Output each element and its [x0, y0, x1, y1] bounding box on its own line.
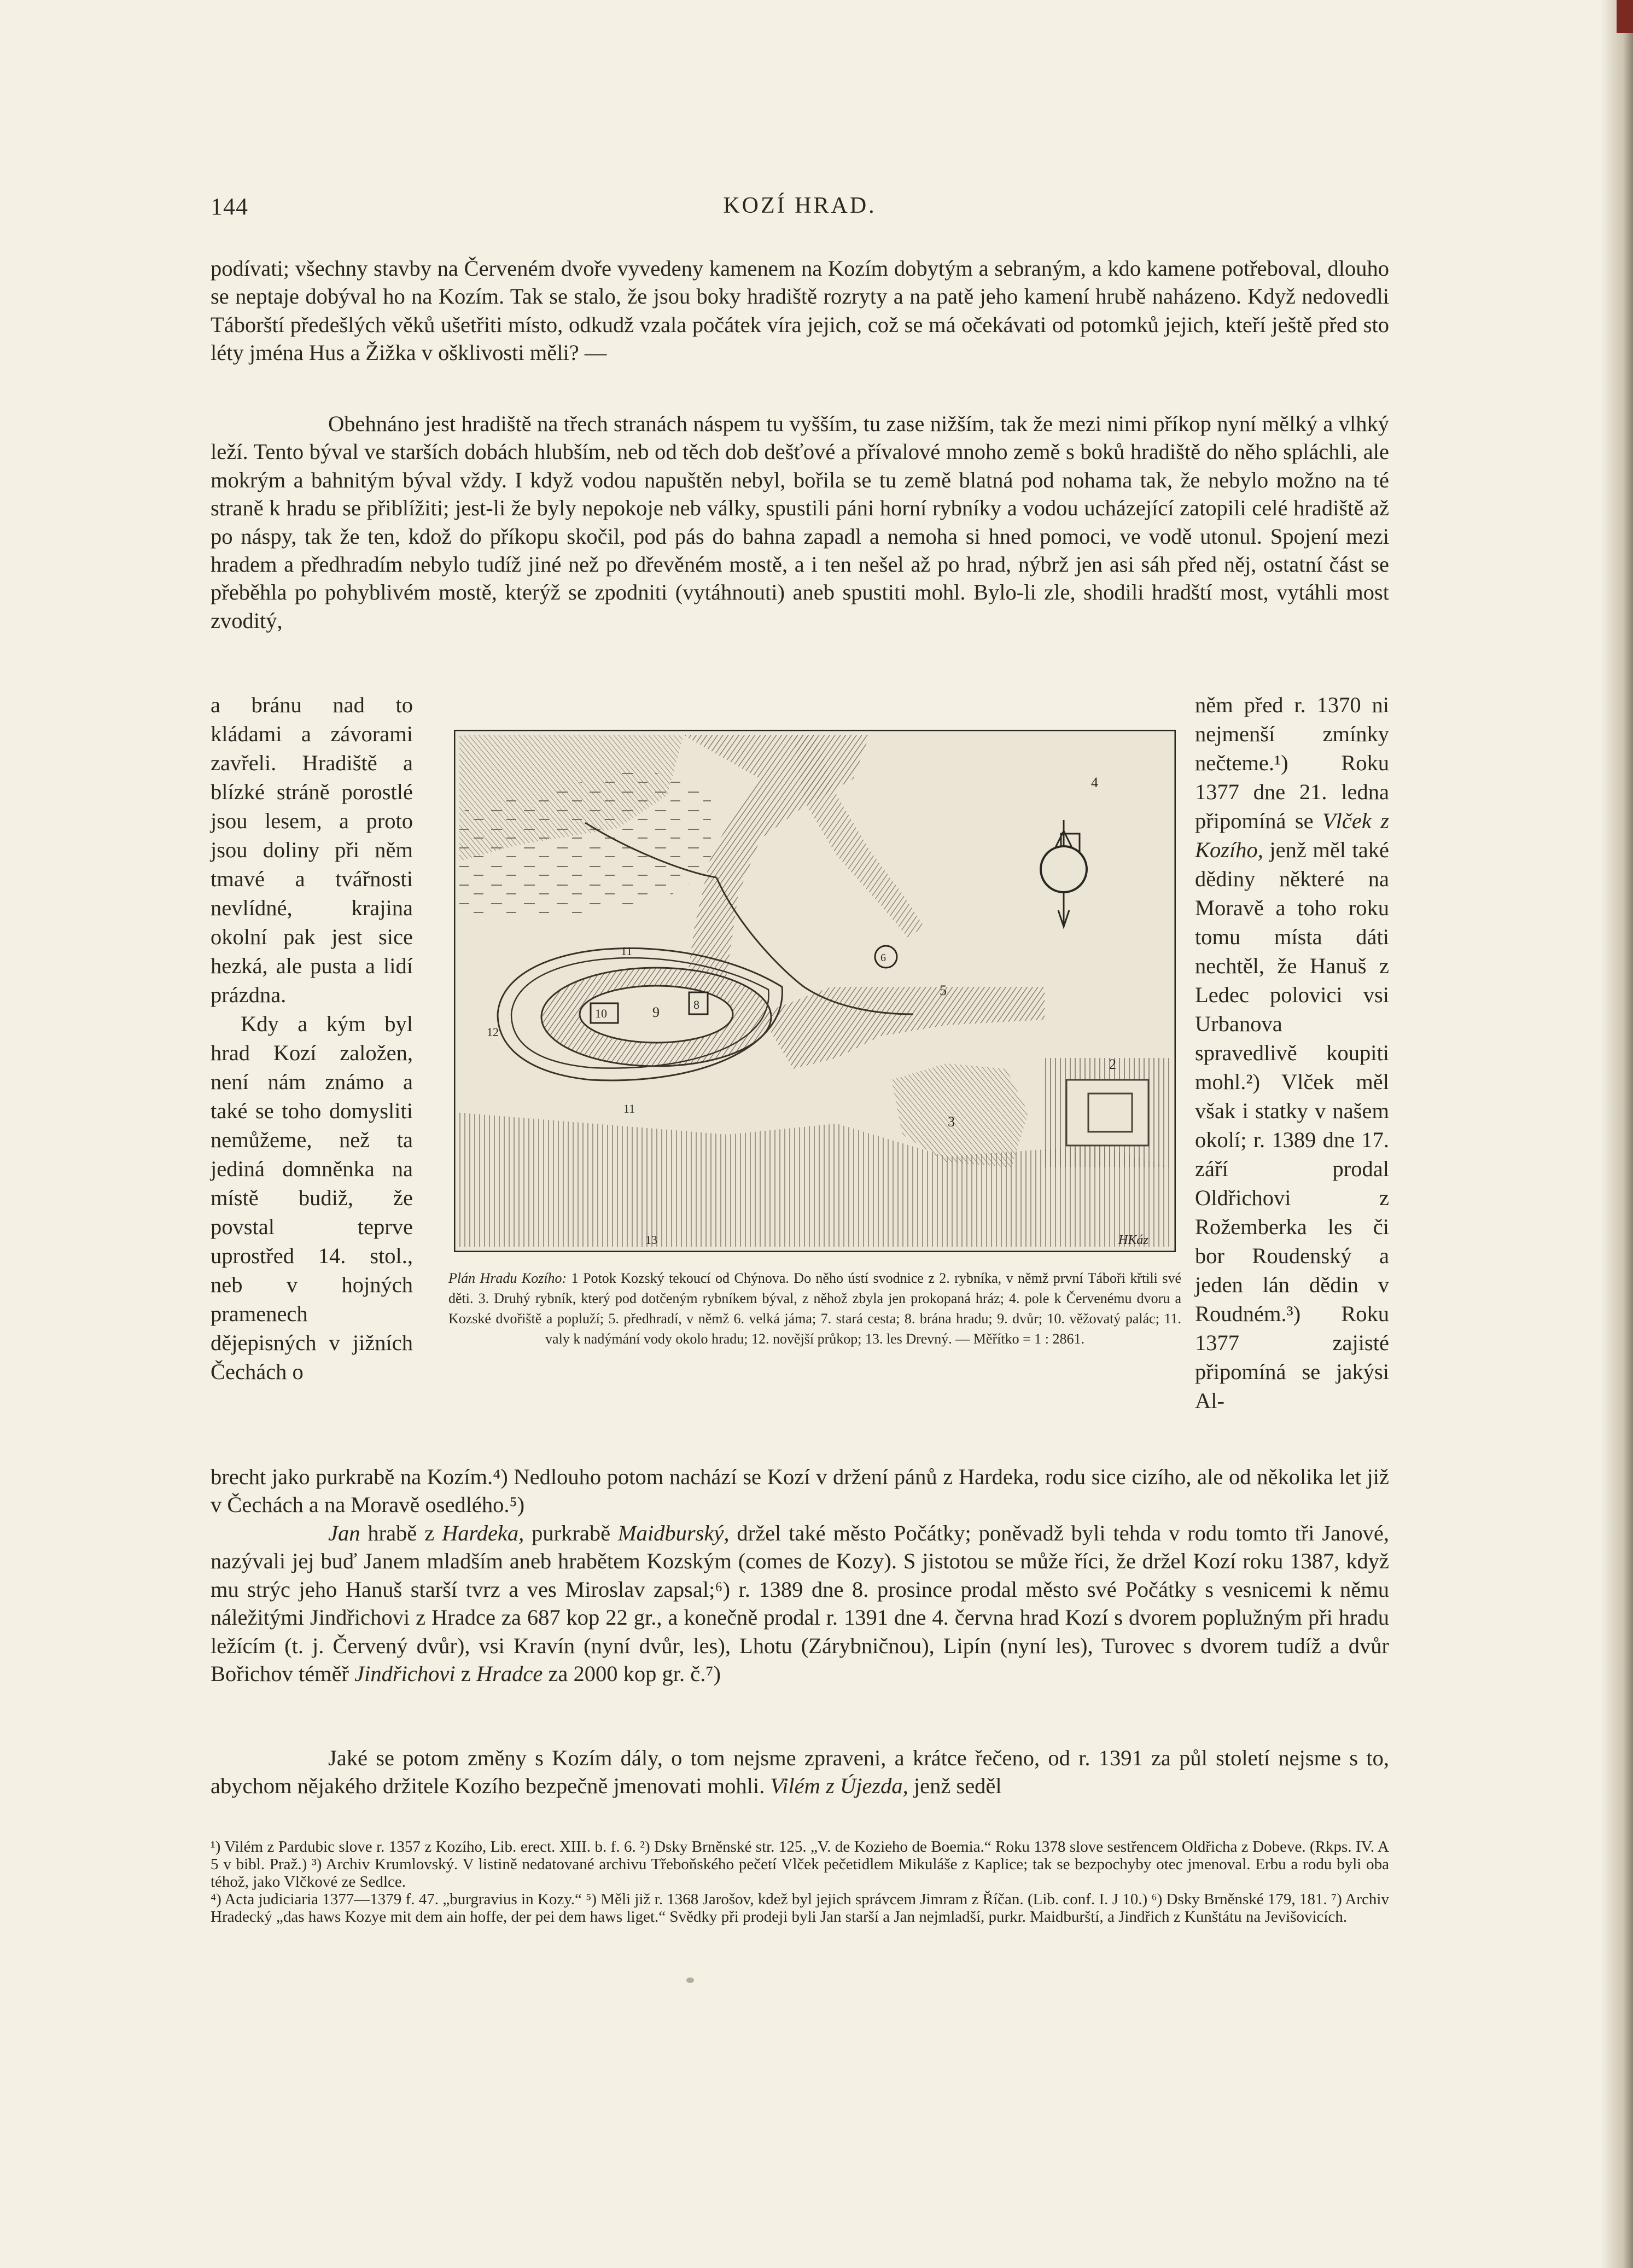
plan-label-11a: 11: [621, 944, 633, 958]
right-column-text-b: jenž měl také dědiny některé na Moravě a toho roku tomu místa dáti nechtěl, že Hanuš z Ledec polovici vsi Urbanova spravedlivě koupiti mohl.²) Vlček měl však i statky v našem okolí; r. 1389 dne 17. září prodal Oldřichovi z Rožemberka les či bor Roudenský a jeden lán dědin v Roudném.³) Roku 1377 zajisté připomíná se jakýsi Al-: [1195, 838, 1389, 1413]
plan-label-12: 12: [487, 1025, 499, 1039]
person-name-jan: Jan: [328, 1521, 360, 1545]
figure-caption: [448, 1268, 1181, 1349]
page-number: 144: [211, 193, 248, 220]
right-column-text-a: něm před r. 1370 ni nejmenší zmínky nečteme.¹) Roku 1377 dne 21. ledna připomíná se: [1195, 693, 1389, 833]
plan-label-8: 8: [693, 998, 699, 1011]
paragraph-4-text-4: z: [455, 1661, 476, 1687]
person-name-vlcek: Vlček z Kozího,: [1195, 809, 1389, 862]
castle-plan-figure: [454, 730, 1176, 1252]
paragraph-4-text-5: za 2000 kop gr. č.⁷): [543, 1661, 721, 1687]
footnote-block-2: ⁴) Acta judiciaria 1377—1379 f. 47. „burgravius in Kozy.“ ⁵) Měli již r. 1368 Jarošov, kdež byl jejich správcem Jimram z Říčan. (Lib. conf. I. J 10.) ⁶) Dsky Brněnské 179, 181. ⁷) Archiv Hradecký „das haws Kozye mit dem ain hoffe, der pei dem haws liget.“ Svědky při prodeji byli Jan starší a Jan nejmladší, purkr. Maidburští, a Jindřich z Kunštátu na Jevišovicích.: [211, 1891, 1389, 1926]
plan-label-5: 5: [940, 982, 947, 998]
left-column-paragraph-b: Kdy a kým byl hrad Kozí založen, není nám známo a také se toho domysliti nemůžeme, než ta jediná domněnka na místě budiž, že povstal teprve uprostřed 14. stol., neb v hojných pramenech dějepisných v jižních Čechách o: [211, 1011, 413, 1384]
plan-label-10: 10: [595, 1007, 607, 1020]
plan-label-2: 2: [1109, 1056, 1116, 1072]
paragraph-1: podívati; všechny stavby na Červeném dvoře vyvedeny kamenem na Kozím dobytým a sebraným, a kdo kamene potřeboval, dlouho se neptaje dobýval ho na Kozím. Tak se stalo, že jsou boky hradiště rozryty a na patě jeho kamení hrubě naházeno. Když nedovedli Táborští předešlých věků ušetřiti místo, odkudž vzala počátek víra jejich, což se má očekávati od potomků jejich, kteří ještě před sto léty jména Hus a Žižka v ošklivosti měli? —: [211, 256, 1389, 365]
page-edge-mark: [1617, 0, 1633, 33]
place-name-hradec: Hradce: [476, 1661, 543, 1687]
person-name-vilem: Vilém z Újezda,: [770, 1773, 908, 1799]
paragraph-4: [211, 1519, 1389, 1688]
plan-label-13: 13: [645, 1233, 657, 1247]
plan-label-4: 4: [1091, 775, 1098, 790]
paragraph-4-text-1: hrabě z: [360, 1521, 442, 1545]
right-column-text: [1195, 690, 1389, 1415]
paragraph-2: Obehnáno jest hradiště na třech stranách náspem tu vyšším, tu zase nižším, tak že mezi nimi příkop nyní mělký a vlhký leží. Tento býval ve starších dobách hlubším, neb od těch dob dešťové a přívalové mnoho země s boků hradiště do něho spláchli, ale mokrým a bahnitým býval vždy. I když vodou napuštěn nebyl, bořila se tu země blatná pod nohama tak, že nebylo možno na té straně k hradu se přiblížiti; jest-li že byly nepokoje neb války, spustili páni horní rybníky a vodou ucházející zatopili celé hradiště až po náspy, tak že ten, kdož do příkopu skočil, pod pás do bahna zapadl a nemoha si hned pomoci, ve vodě utonul. Spojení mezi hradem a předhradím nebylo tudíž jiné než po dřevěném mostě, a i ten nešel až po hrad, nýbrž jen asi sáh před něj, ostatní část se přeběhla po pohyblivém mostě, kterýž se zpodniti (vytáhnouti) aneb spustiti mohl. Bylo-li zle, shodili hradští most, vytáhli most zvoditý,: [211, 411, 1389, 633]
footnotes: [211, 1838, 1389, 1926]
caption-title: Plán Hradu Kozího:: [448, 1270, 567, 1286]
paragraph-5-text-1: Jaké se potom změny s Kozím dály, o tom nejsme zpraveni, a krátce řečeno, od r. 1391 za půl století nejsme s to, abychom nějakého držitele Kozího bezpečně jmenovati mohli.: [211, 1746, 1389, 1799]
paragraph-5-text-2: jenž seděl: [908, 1773, 1002, 1799]
plan-label-11b: 11: [623, 1102, 635, 1115]
person-name-jindrich: Jindřichovi: [354, 1661, 456, 1687]
caption-text: 1 Potok Kozský tekoucí od Chýnova. Do něho ústí svodnice z 2. rybníka, v němž první Táboři křtili své děti. 3. Druhý rybník, který pod dotčeným rybníkem býval, z něhož zbyla jen prokopaná hráz; 4. pole k Červenému dvoru a Kozské dvořiště a popluží; 5. předhradí, v němž 6. velká jáma; 7. stará cesta; 8. brána hradu; 9. dvůr; 10. věžovatý palác; 11. valy k nadýmání vody okolo hradu; 12. novější průkop; 13. les Drevný. — Měřítko = 1 : 2861.: [448, 1270, 1181, 1347]
page-edge-shadow: [1600, 0, 1633, 2268]
footnote-block-1: ¹) Vilém z Pardubic slove r. 1357 z Kozího, Lib. erect. XIII. b. f. 6. ²) Dsky Brněnské str. 125. „V. de Kozieho de Boemia.“ Roku 1378 slove sestřencem Oldřicha z Dobeve. (Rkps. IV. A 5 v bibl. Praž.) ³) Archiv Krumlovský. V listině nedatované archivu Třeboňského pečetí Vlček pečetidlem Mikuláše z Kaplice; tak se bezpochyby otec jmenoval. Erbu a rodu byli oba téhož, jako Vlčkové ze Sedlce.: [211, 1838, 1389, 1891]
castle-plan-map: [454, 730, 1176, 1252]
plan-label-9: 9: [652, 1004, 660, 1020]
place-name-hardek: Hardeka,: [441, 1521, 524, 1545]
page-header: [211, 193, 1389, 225]
map-signature: HKáz: [1118, 1233, 1148, 1247]
pit-6: [875, 946, 897, 968]
paragraph-4-text-2: purkrabě: [524, 1521, 618, 1545]
running-title: KOZÍ HRAD.: [723, 193, 877, 218]
left-column-paragraph-a: a bránu nad to kládami a závorami zavřeli. Hradiště a blízké stráně porostlé jsou lesem, a proto jsou doliny při něm tmavé a tvářnosti nevlídné, krajina okolní pak jest sice hezká, ale pusta a lidí prázdna.: [211, 693, 413, 1007]
paragraph-4-text-3: držel také město Počátky; poněvadž byli tehda v rodu tomto tři Janové, nazývali jej buď Janem mladším aneb hrabětem Kozským (comes de Kozy). S jistotou se může říci, že držel Kozí roku 1387, když mu strýc jeho Hanuš starší tvrz a ves Miroslav zapsal;⁶) r. 1389 dne 8. prosince prodal město své Počátky s vesnicemi k němu náležitými Jindřichovi z Hradce za 687 kop 22 gr., a konečně prodal r. 1391 dne 4. června hrad Kozí s dvorem poplužným při hradu ležícím (t. j. Červený dvůr), vsi Kravín (nyní dvůr, les), Lhotu (Zárybničnou), Lipín (nyní les), Turovec s dvorem tudíž a dvůr Bořichov téměř: [211, 1521, 1389, 1687]
plan-label-3: 3: [948, 1114, 955, 1130]
plan-label-6: 6: [880, 952, 886, 964]
paragraph-5: [211, 1744, 1389, 1800]
page-blemish: [686, 1978, 694, 1983]
paragraph-3: brecht jako purkrabě na Kozím.⁴) Nedlouho potom nachází se Kozí v držení pánů z Hardeka, rodu sice cizího, ale od několika let již v Čechách a na Moravě osedlého.⁵): [211, 1464, 1389, 1517]
title-maidbursky: Maidburský,: [617, 1521, 730, 1545]
left-column-text: [211, 690, 413, 1386]
